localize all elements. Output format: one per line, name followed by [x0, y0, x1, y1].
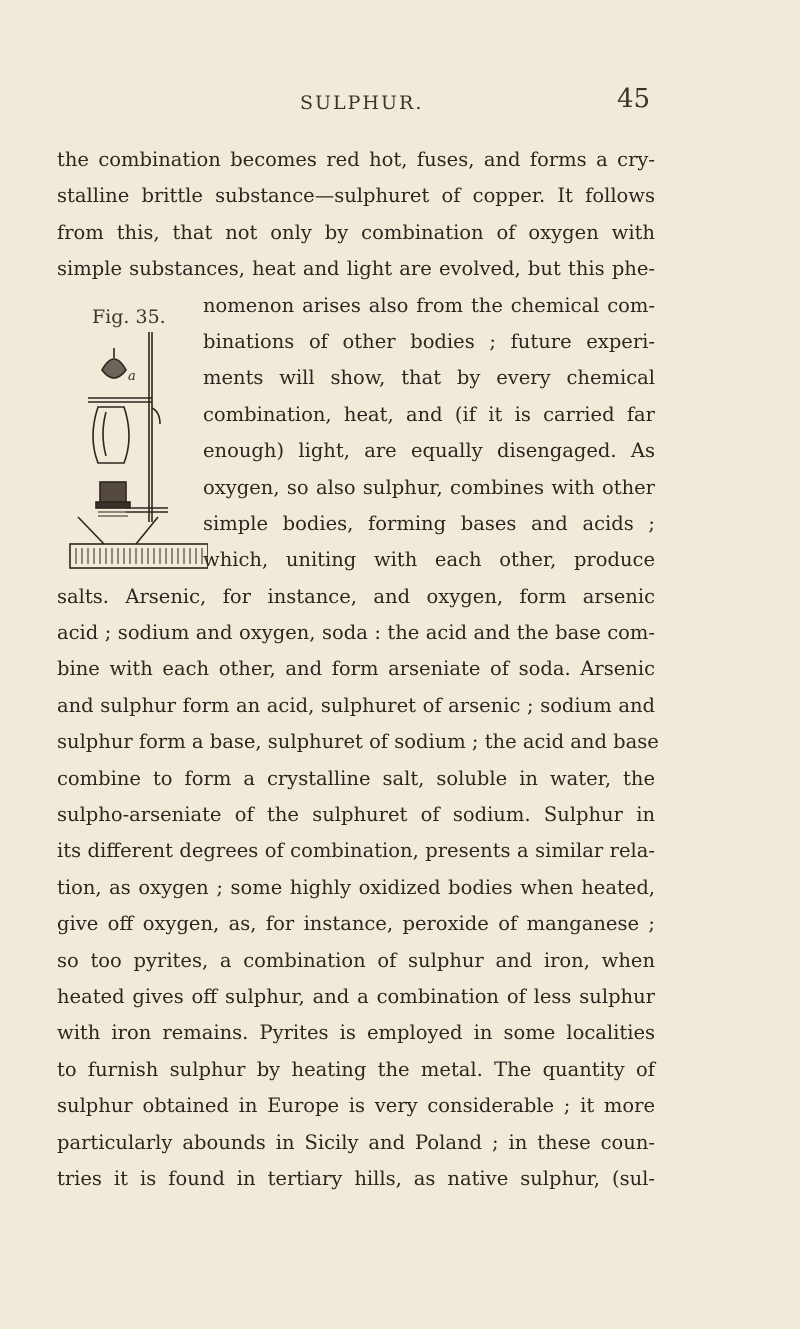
text-line: particularly abounds in Sicily and Poland ; in these coun-: [57, 1130, 655, 1154]
text-line: nomenon arises also from the chemical com-: [203, 293, 655, 317]
text-line: sulpho-arseniate of the sulphuret of sodium. Sulphur in: [57, 803, 655, 827]
text-line: enough) light, are equally disengaged. As: [203, 439, 655, 463]
text-line: give off oxygen, as, for instance, peroxide of manganese ;: [57, 912, 655, 936]
text-line: combination, heat, and (if it is carried far: [203, 402, 655, 426]
text-line: tion, as oxygen ; some highly oxidized bodies when heated,: [57, 875, 655, 899]
text-line: its different degrees of combination, presents a similar rela-: [57, 839, 655, 863]
text-line: sulphur form a base, sulphuret of sodium ; the acid and base: [57, 730, 659, 754]
text-line: simple substances, heat and light are evolved, but this phe-: [57, 257, 655, 281]
page-number: 45: [617, 84, 651, 114]
text-line: with iron remains. Pyrites is employed in some localities: [57, 1021, 655, 1045]
running-head: [0, 84, 800, 124]
figure-caption: Fig. 35.: [92, 306, 166, 328]
text-line: which, uniting with each other, produce: [203, 548, 655, 572]
text-line: salts. Arsenic, for instance, and oxygen, form arsenic: [57, 584, 655, 608]
text-line: from this, that not only by combination of oxygen with: [57, 220, 655, 244]
text-line: and sulphur form an acid, sulphuret of arsenic ; sodium and: [57, 693, 655, 717]
figure-label-a: a: [128, 369, 136, 384]
text-line: tries it is found in tertiary hills, as native sulphur, (sul-: [57, 1166, 655, 1190]
text-line: oxygen, so also sulphur, combines with other: [203, 475, 655, 499]
text-line: sulphur obtained in Europe is very considerable ; it more: [57, 1094, 655, 1118]
body-text: [57, 142, 659, 1197]
text-line: acid ; sodium and oxygen, soda : the acid and the base com-: [57, 621, 655, 645]
text-line: heated gives off sulphur, and a combination of less sulphur: [57, 984, 655, 1008]
text-line: ments will show, that by every chemical: [203, 366, 655, 390]
text-line: simple bodies, forming bases and acids ;: [203, 511, 655, 535]
text-line: binations of other bodies ; future experi-: [203, 329, 655, 353]
text-line: to furnish sulphur by heating the metal. The quantity of: [57, 1057, 655, 1081]
text-line: stalline brittle substance—sulphuret of copper. It follows: [57, 184, 655, 208]
text-line: combine to form a crystalline salt, soluble in water, the: [57, 766, 655, 790]
running-title: SULPHUR.: [300, 92, 424, 114]
text-line: the combination becomes red hot, fuses, and forms a cry-: [57, 148, 655, 171]
text-line: so too pyrites, a combination of sulphur and iron, when: [57, 948, 655, 972]
text-line: bine with each other, and form arseniate of soda. Arsenic: [57, 657, 655, 681]
